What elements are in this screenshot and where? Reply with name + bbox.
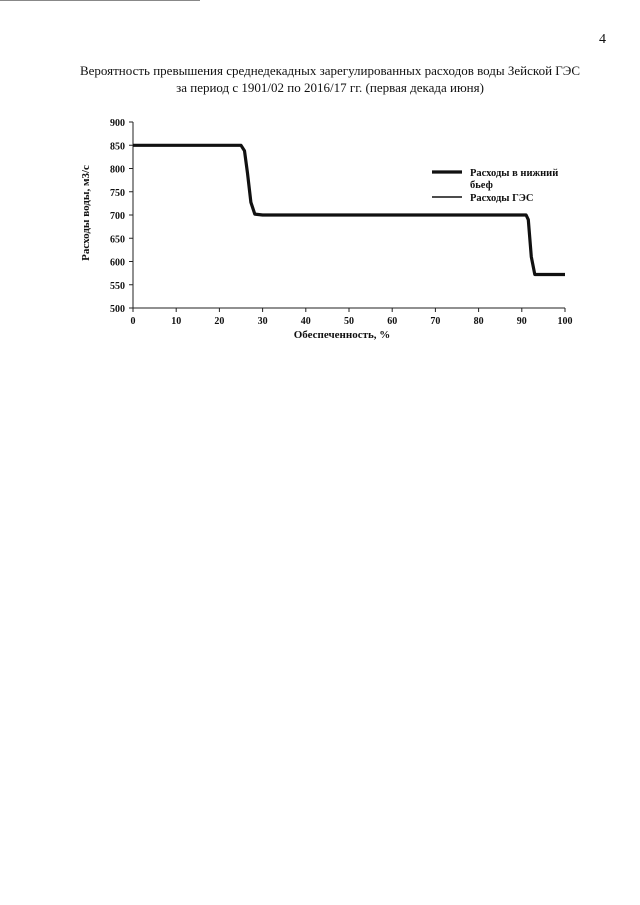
- chart-title: [60, 62, 600, 96]
- y-tick-label: 600: [110, 257, 125, 269]
- axes-group: [110, 118, 573, 327]
- chart-area: [75, 106, 595, 356]
- series-line-1: [133, 145, 565, 274]
- y-tick-label: 550: [110, 280, 125, 292]
- x-tick-label: 0: [130, 316, 136, 327]
- x-tick-label: 50: [344, 316, 354, 327]
- page-number: 4: [599, 32, 606, 47]
- x-tick-label: 100: [557, 316, 573, 327]
- y-tick-label: 700: [110, 211, 125, 222]
- x-tick-label: 90: [516, 316, 527, 327]
- chart-svg: [75, 106, 595, 356]
- scan-artifact-line: [0, 0, 200, 1]
- legend-label-1: Расходы в нижний бьеф: [470, 168, 559, 191]
- x-tick-label: 20: [214, 316, 225, 327]
- y-axis-label: Расходы воды, м3/с: [80, 165, 92, 261]
- x-tick-label: 10: [171, 316, 182, 327]
- y-tick-label: 850: [110, 141, 125, 153]
- x-tick-label: 70: [430, 316, 441, 327]
- chart-title-line-2: за период с 1901/02 по 2016/17 гг. (первая декада июня): [176, 80, 484, 95]
- y-tick-label: 800: [110, 164, 125, 176]
- x-axis-label: Обеспеченность, %: [293, 329, 391, 341]
- series-line-2: [133, 145, 565, 274]
- legend-label-2: Расходы ГЭС: [470, 193, 534, 204]
- series-group: [133, 145, 565, 274]
- y-tick-label: 750: [110, 187, 125, 199]
- y-tick-label: 500: [110, 304, 125, 315]
- x-tick-label: 40: [300, 316, 311, 327]
- y-tick-label: 900: [110, 118, 125, 129]
- y-tick-label: 650: [110, 234, 125, 246]
- x-tick-label: 30: [257, 316, 268, 327]
- x-tick-label: 60: [387, 316, 398, 327]
- legend: [432, 168, 558, 204]
- chart-title-line-1: Вероятность превышения среднедекадных зарегулированных расходов воды Зейской ГЭС: [79, 63, 581, 78]
- x-tick-label: 80: [473, 316, 484, 327]
